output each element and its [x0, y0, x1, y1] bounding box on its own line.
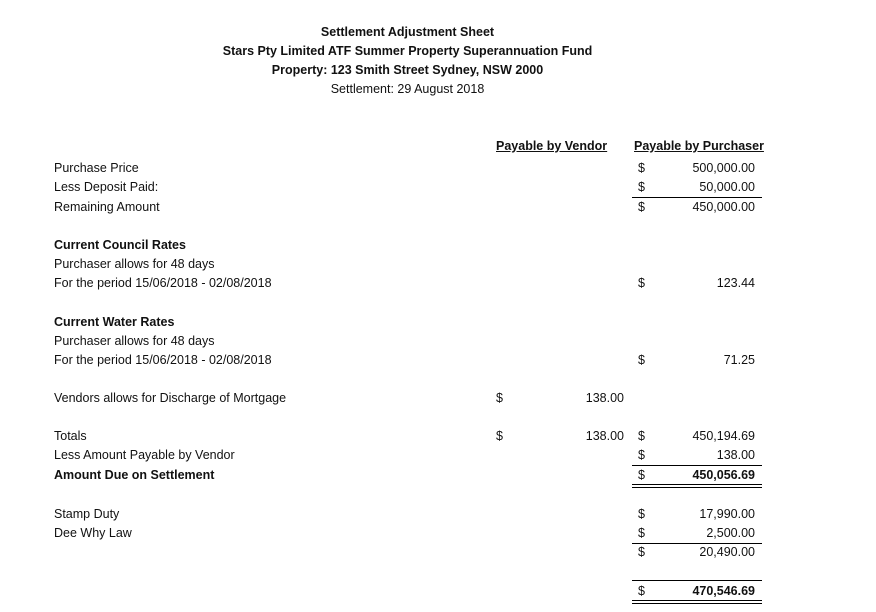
- totals-vendor-amount: 138.00: [585, 429, 624, 443]
- council-amount: 123.44: [716, 276, 755, 290]
- vendor-column-header: Payable by Vendor: [496, 139, 608, 153]
- purchase-price-label: Purchase Price: [54, 161, 139, 175]
- totals-label: Totals: [54, 429, 87, 443]
- water-amount: 71.25: [723, 353, 755, 367]
- currency-symbol: $: [638, 429, 645, 443]
- currency-symbol: $: [638, 161, 645, 175]
- council-period: For the period 15/06/2018 - 02/08/2018: [54, 276, 272, 290]
- amount-due-label: Amount Due on Settlement: [54, 468, 215, 482]
- currency-symbol: $: [638, 200, 645, 214]
- currency-symbol: $: [496, 429, 503, 443]
- stamp-duty-amount: 17,990.00: [699, 507, 755, 521]
- currency-symbol: $: [638, 448, 645, 462]
- settlement-date: Settlement: 29 August 2018: [330, 82, 485, 96]
- currency-symbol: $: [496, 391, 503, 405]
- currency-symbol: $: [638, 276, 645, 290]
- law-firm-amount: 2,500.00: [706, 526, 755, 540]
- grand-total-top-rule: [632, 580, 762, 581]
- currency-symbol: $: [638, 507, 645, 521]
- totals-purchaser-amount: 450,194.69: [692, 429, 755, 443]
- water-period: For the period 15/06/2018 - 02/08/2018: [54, 353, 272, 367]
- water-rates-heading: Current Water Rates: [54, 315, 175, 329]
- sheet-title: Settlement Adjustment Sheet: [320, 25, 495, 39]
- remaining-label: Remaining Amount: [54, 200, 160, 214]
- remaining-amount: 450,000.00: [692, 200, 755, 214]
- extras-subtotal: 20,490.00: [699, 545, 755, 559]
- deposit-label: Less Deposit Paid:: [54, 180, 159, 194]
- currency-symbol: $: [638, 353, 645, 367]
- stamp-duty-label: Stamp Duty: [54, 507, 120, 521]
- currency-symbol: $: [638, 545, 645, 559]
- law-firm-label: Dee Why Law: [54, 526, 132, 540]
- less-vendor-amount: 138.00: [716, 448, 755, 462]
- grand-total-amount: 470,546.69: [692, 584, 755, 598]
- purchase-price-amount: 500,000.00: [692, 161, 755, 175]
- currency-symbol: $: [638, 468, 645, 482]
- less-vendor-label: Less Amount Payable by Vendor: [54, 448, 235, 462]
- double-total-rule: [632, 600, 762, 604]
- council-allows: Purchaser allows for 48 days: [54, 257, 215, 271]
- property-address: Property: 123 Smith Street Sydney, NSW 2000: [271, 63, 544, 77]
- mortgage-vendor-amount: 138.00: [585, 391, 624, 405]
- subtotal-rule: [632, 197, 762, 198]
- purchaser-column-header: Payable by Purchaser: [634, 139, 764, 153]
- currency-symbol: $: [638, 180, 645, 194]
- currency-symbol: $: [638, 526, 645, 540]
- currency-symbol: $: [638, 584, 645, 598]
- entity-name: Stars Pty Limited ATF Summer Property Superannuation Fund: [222, 44, 593, 58]
- council-rates-heading: Current Council Rates: [54, 238, 186, 252]
- deposit-amount: 50,000.00: [699, 180, 755, 194]
- amount-due-value: 450,056.69: [692, 468, 755, 482]
- water-allows: Purchaser allows for 48 days: [54, 334, 215, 348]
- double-total-rule: [632, 484, 762, 488]
- subtotal-rule: [632, 465, 762, 466]
- mortgage-label: Vendors allows for Discharge of Mortgage: [54, 391, 287, 405]
